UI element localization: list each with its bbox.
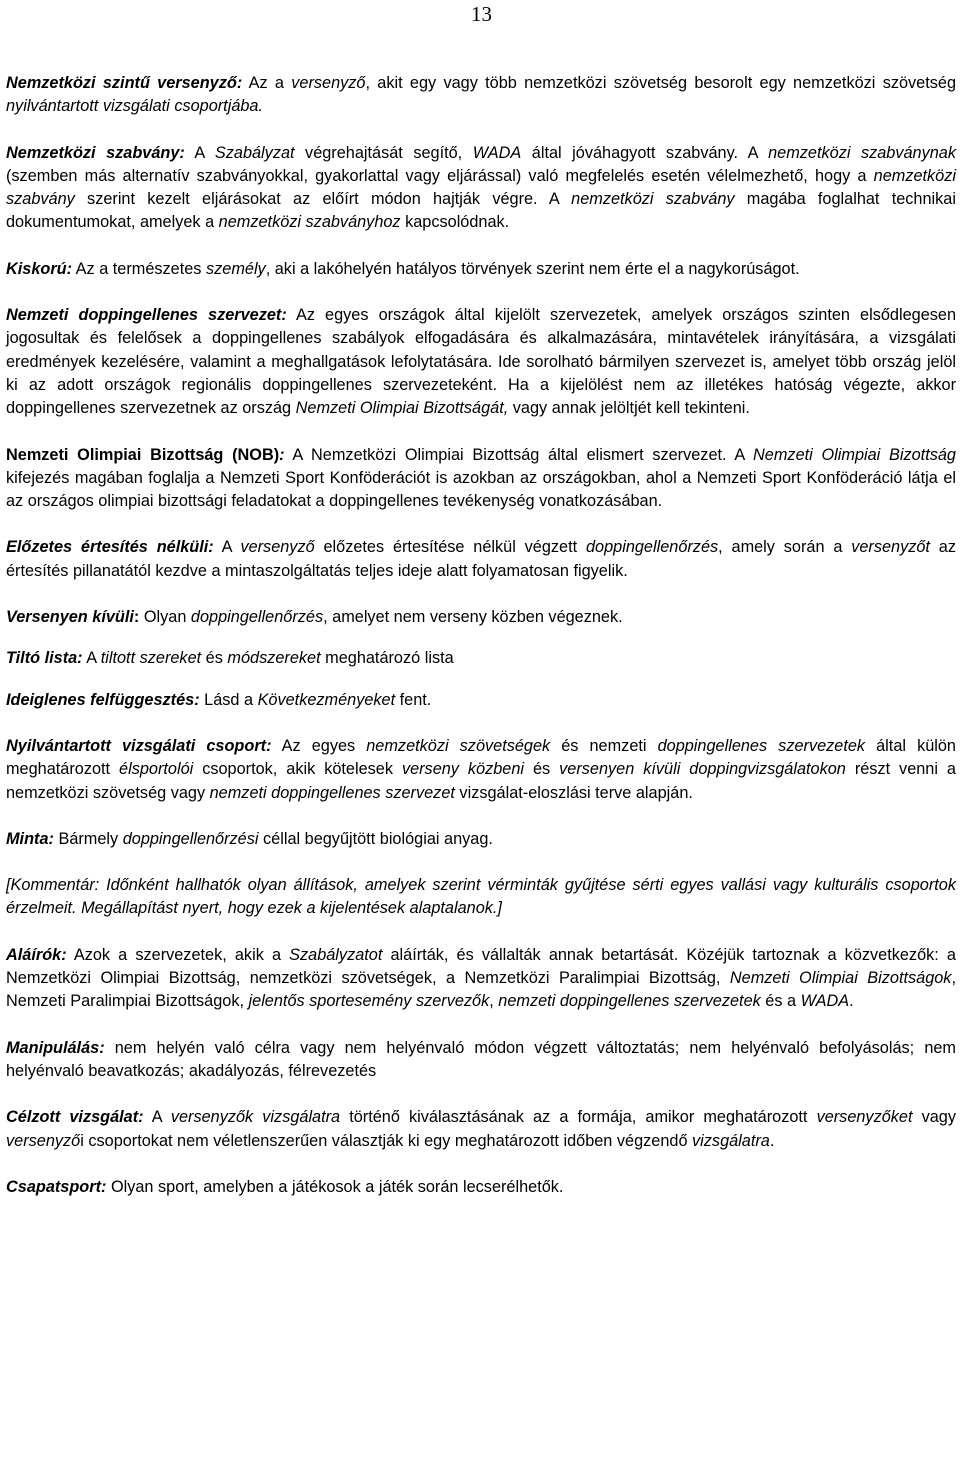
entry-text: történő kiválasztásának az a formája, amikor meghatározott	[340, 1108, 817, 1127]
term-label: Versenyen kívüli	[6, 608, 134, 627]
entry-text: A	[143, 1108, 171, 1127]
entry-text: végrehajtását segítő,	[294, 143, 473, 162]
entry-kommentar	[6, 874, 956, 921]
entry-text: nem helyén való célra vagy nem helyénvaló módon végzett változtatás; nem helyénvaló befolyásolás; nem helyénvaló beavatkozás; akadályozás, félrevezetés	[6, 1038, 956, 1080]
entry-text: Lásd a	[199, 690, 258, 709]
entry-text: meghatározó lista	[320, 649, 454, 668]
entry-text: személy	[205, 259, 266, 278]
entry-text: versenyzőket	[816, 1108, 913, 1127]
entry-text: csoportok, akik kötelesek	[193, 760, 402, 779]
entry-text: nemzetközi szabvány	[6, 166, 956, 209]
entry-text: Következményeket	[257, 690, 396, 709]
entry-text: A	[82, 649, 101, 668]
entry-text: Nemzeti Olimpiai Bizottságok	[729, 969, 952, 988]
entry-text: részt venni a nemzetközi szövetség vagy	[6, 760, 956, 802]
entry-text: Szabályzat	[214, 143, 295, 162]
term-label: Előzetes értesítés nélküli:	[6, 538, 214, 557]
term-label: Ideiglenes felfüggesztés:	[6, 690, 200, 709]
entry-manipulalas	[6, 1037, 956, 1084]
entry-text: fent.	[395, 690, 432, 709]
term-label: Manipulálás:	[6, 1038, 105, 1057]
entry-text: versenyző	[291, 74, 366, 92]
entry-text: A	[213, 538, 241, 557]
entry-text: tiltott szereket	[100, 649, 202, 668]
entry-text: Olyan sport, amelyben a játékosok a játék során lecserélhetők.	[106, 1177, 564, 1196]
entry-text: nemzetközi szabványnak	[768, 143, 956, 162]
term-label: Nyilvántartott vizsgálati csoport:	[6, 736, 272, 755]
term-label: Nemzeti Olimpiai Bizottság (NOB)	[6, 445, 280, 464]
term-label: :	[279, 445, 285, 464]
entry-text: versenyzők vizsgálatra	[170, 1108, 341, 1127]
entry-text: Bármely	[53, 829, 123, 848]
entry-text: .	[849, 992, 854, 1011]
entry-text: ,	[489, 992, 499, 1011]
entry-text: Az a	[242, 74, 292, 92]
entry-nemzeti-olimpiai-bizottsag	[6, 444, 956, 514]
term-label: Minta:	[6, 829, 54, 848]
entry-nemzetkozi-szabvany	[6, 142, 956, 235]
entry-text: és	[201, 649, 228, 668]
entry-nemzetkozi-szintu-versenyzo	[6, 72, 956, 119]
entry-text: [Kommentár: Időnként hallhatók olyan állítások, amelyek szerint vérminták gyűjtése sérti egyes vallási vagy kulturális csoportok érzelmeit. Megállapítást nyert, hogy ezek a kijelentések alaptalanok.]	[6, 876, 956, 918]
entry-text: Az egyes országok által kijelölt szervezetek, amelyek országos szinten elsődlegesen jogosultak és felelősek a doppingellenes szabályok elfogadására és alkalmazására, mintavételek irányítására, a vizsgálati eredmények kezelésére, valamint a meghallgatások lefolytatására. Ide sorolható bármilyen szervezet is, amelyet több ország jelöl ki az adott országok regionális doppingellenes szervezeteként. Ha a kijelölést nem az illetékes hatóság végezte, akkor doppingellenes szervezetnek az ország	[6, 306, 957, 418]
entry-text: (szemben más alternatív szabványokkal, gyakorlattal vagy eljárással) való megfelelés esetén vélelmezhető, hogy a	[6, 166, 874, 185]
entry-text: nyilvántartott vizsgálati csoportjába.	[6, 97, 264, 116]
entry-text: szerint kezelt eljárásokat az előírt módon hajtják végre. A	[74, 190, 572, 209]
entry-text: magába foglalhat technikai dokumentumokat, amelyek a	[6, 190, 956, 232]
entry-alairok	[6, 944, 956, 1014]
entry-text: , Nemzeti Paralimpiai Bizottságok,	[6, 969, 956, 1011]
entry-text: nemzeti doppingellenes szervezetek	[498, 992, 761, 1011]
entry-text: vizsgálat-eloszlási terve alapján.	[454, 783, 693, 802]
entry-text: és	[524, 760, 560, 779]
entry-text: WADA	[472, 143, 522, 162]
entry-text: WADA	[800, 992, 850, 1011]
entry-text: által jóváhagyott szabvány. A	[521, 143, 769, 162]
entry-text: versenyzőt	[851, 538, 930, 557]
entry-text: Nemzeti Olimpiai Bizottságát,	[295, 399, 509, 418]
entry-text: és nemzeti	[550, 736, 658, 755]
entry-csapatsport	[6, 1176, 956, 1199]
entry-text: versenyen kívüli doppingvizsgálatokon	[559, 760, 846, 779]
entry-kiskoru	[6, 258, 956, 281]
entry-nyilvantartott-vizsgalati-csoport	[6, 735, 956, 805]
entry-text: módszereket	[227, 649, 321, 668]
definitions-list	[6, 72, 956, 1222]
entry-text: doppingellenőrzési	[122, 829, 259, 848]
entry-text: doppingellenőrzés	[585, 538, 719, 557]
entry-text: nemzetközi szövetségek	[366, 736, 551, 755]
entry-text: által külön meghatározott	[6, 736, 956, 779]
term-label: Célzott vizsgálat:	[6, 1108, 144, 1127]
entry-ideiglenes-felfuggesztes	[6, 689, 956, 712]
term-label: Nemzeti doppingellenes szervezet:	[6, 306, 287, 325]
entry-text: nemzetközi szabványhoz	[218, 213, 401, 232]
entry-text: Nemzeti Olimpiai Bizottság	[753, 445, 956, 464]
entry-text: doppingellenes szervezetek	[657, 736, 866, 755]
entry-minta	[6, 828, 956, 851]
entry-text: jelentős sportesemény szervezők	[248, 992, 490, 1011]
entry-text: .	[769, 1131, 775, 1150]
entry-text: A	[184, 143, 215, 162]
entry-text: vagy	[912, 1108, 956, 1127]
entry-versenyen-kivuli	[6, 606, 956, 629]
entry-elozetes-ertesites-nelkuli	[6, 536, 956, 583]
entry-text: , aki a lakóhelyén hatályos törvények szerint nem érte el a nagykorúságot.	[265, 259, 800, 278]
term-label: :	[133, 608, 140, 627]
page-number: 13	[471, 2, 492, 26]
entry-text: nemzetközi szabvány	[571, 190, 735, 209]
entry-text: nemzeti doppingellenes szervezet	[209, 783, 455, 802]
entry-text: és a	[760, 992, 801, 1011]
entry-tilto-lista	[6, 647, 956, 670]
entry-text: versenyző	[240, 538, 315, 557]
entry-text: Az egyes	[271, 736, 367, 755]
term-label: Nemzetközi szintű versenyző:	[6, 74, 243, 92]
entry-text: kapcsolódnak.	[400, 213, 510, 232]
term-label: Nemzetközi szabvány:	[6, 143, 185, 162]
entry-text: versenyző	[6, 1131, 81, 1150]
entry-text: Olyan	[139, 608, 191, 627]
entry-nemzeti-doppingellenes-szervezet	[6, 304, 956, 420]
entry-text: , amelyet nem verseny közben végeznek.	[323, 608, 623, 627]
entry-text: vizsgálatra	[692, 1131, 770, 1150]
entry-text: i csoportokat nem véletlenszerűen választják ki egy meghatározott időben végzendő	[80, 1131, 693, 1150]
entry-text: az értesítés pillanatától kezdve a mintaszolgáltatás teljes ideje alatt folyamatosan figyelik.	[6, 538, 956, 580]
entry-celzott-vizsgalat	[6, 1106, 956, 1153]
term-label: Tiltó lista:	[6, 649, 83, 668]
entry-text: verseny közbeni	[401, 760, 525, 779]
entry-text: céllal begyűjtött biológiai anyag.	[258, 829, 493, 848]
term-label: Aláírók:	[6, 945, 67, 964]
entry-text: aláírták, és vállalták annak betartását. Közéjük tartoznak a közvetkezők: a Nemzetközi Olimpiai Bizottság, nemzetközi szövetségek, a Nemzetközi Paralimpiai Bizottság,	[6, 945, 956, 988]
entry-text: Azok a szervezetek, akik a	[66, 945, 290, 964]
entry-text: Az a természetes	[72, 259, 206, 278]
entry-text: , amely során a	[718, 538, 852, 557]
entry-text: Szabályzatot	[289, 945, 383, 964]
entry-text: élsportolói	[119, 760, 194, 779]
term-label: Csapatsport:	[6, 1177, 107, 1196]
entry-text: doppingellenőrzés	[190, 608, 324, 627]
term-label: Kiskorú:	[6, 259, 73, 278]
entry-text: A Nemzetközi Olimpiai Bizottság által elismert szervezet. A	[284, 445, 754, 464]
entry-text: előzetes értesítése nélkül végzett	[314, 538, 586, 557]
entry-text: kifejezés magában foglalja a Nemzeti Sport Konföderációt is azokban az országokban, ahol a Nemzeti Sport Konföderáció látja el az országos olimpiai bizottsági feladatokat a doppingellenes tevékenység vonatkozásában.	[6, 468, 956, 511]
entry-text: vagy annak jelöltjét kell tekinteni.	[508, 399, 750, 418]
entry-text: , akit egy vagy több nemzetközi szövetség besorolt egy nemzetközi szövetség	[365, 74, 956, 92]
